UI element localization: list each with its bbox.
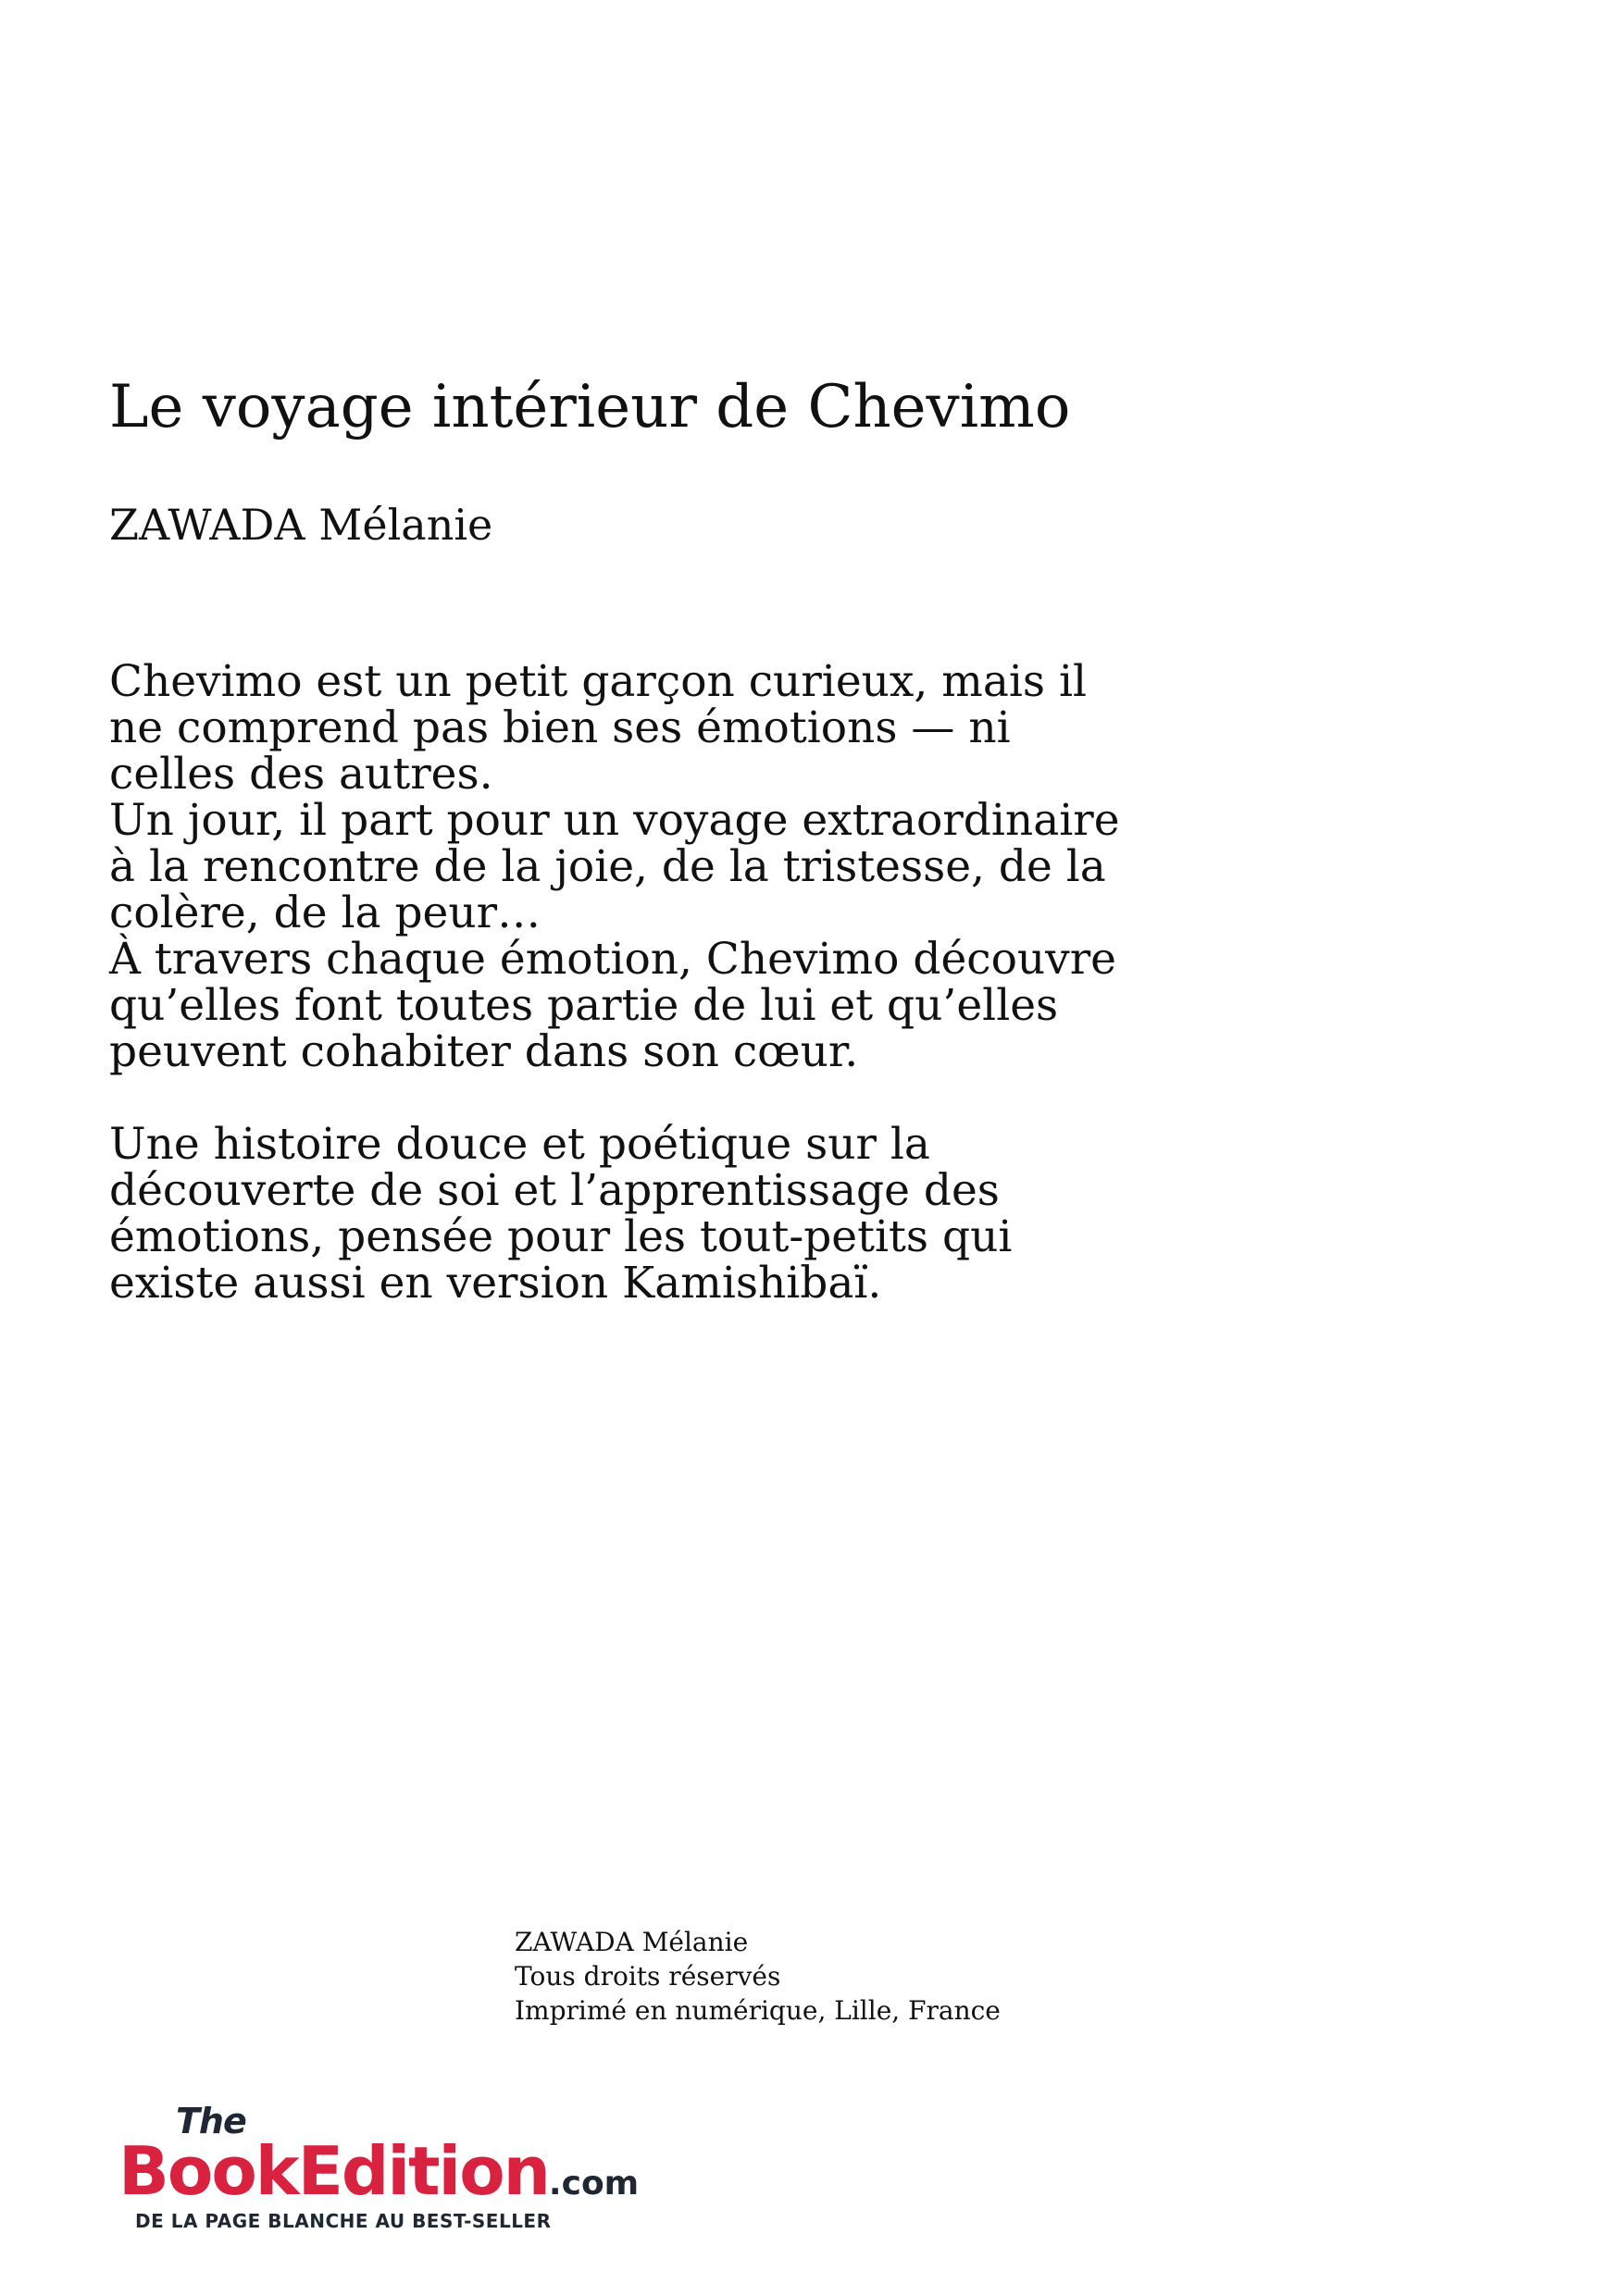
imprint-block (515, 1925, 1001, 2028)
logo-dotcom-text: .com (548, 2165, 640, 2203)
blurb-line: à la rencontre de la joie, de la tristesse, de la (109, 841, 1106, 892)
paragraph-gap (109, 1075, 1266, 1122)
blurb-line: Une histoire douce et poétique sur la (109, 1119, 930, 1170)
blurb-line: découverte de soi et l’apprentissage des (109, 1165, 1000, 1216)
imprint-printed: Imprimé en numérique, Lille, France (515, 1995, 1001, 2026)
book-blurb (109, 656, 1266, 1309)
blurb-line: existe aussi en version Kamishibaï. (109, 1258, 882, 1309)
logo-tagline: DE LA PAGE BLANCHE AU BEST-SELLER (135, 2210, 552, 2232)
thebookedition-logo (118, 2101, 674, 2230)
blurb-line: peuvent cohabiter dans son cœur. (109, 1026, 859, 1077)
blurb-line: Chevimo est un petit garçon curieux, mais il (109, 656, 1088, 707)
book-title: Le voyage intérieur de Chevimo (109, 373, 1071, 441)
logo-main-text: BookEdition (118, 2132, 549, 2210)
blurb-line: celles des autres. (109, 749, 493, 800)
blurb-line: qu’elles font toutes partie de lui et qu’elles (109, 980, 1059, 1031)
logo-wordmark (118, 2132, 639, 2210)
blurb-line: colère, de la peur… (109, 887, 541, 938)
imprint-author: ZAWADA Mélanie (515, 1927, 749, 1957)
blurb-line: Un jour, il part pour un voyage extraordinaire (109, 795, 1120, 846)
blurb-line: ne comprend pas bien ses émotions — ni (109, 702, 1011, 753)
logo-the-text: The (176, 2101, 246, 2141)
imprint-rights: Tous droits réservés (515, 1961, 781, 1992)
blurb-line: À travers chaque émotion, Chevimo découvre (109, 934, 1116, 985)
blurb-line: émotions, pensée pour les tout-petits qui (109, 1211, 1013, 1262)
book-author: ZAWADA Mélanie (109, 500, 493, 550)
